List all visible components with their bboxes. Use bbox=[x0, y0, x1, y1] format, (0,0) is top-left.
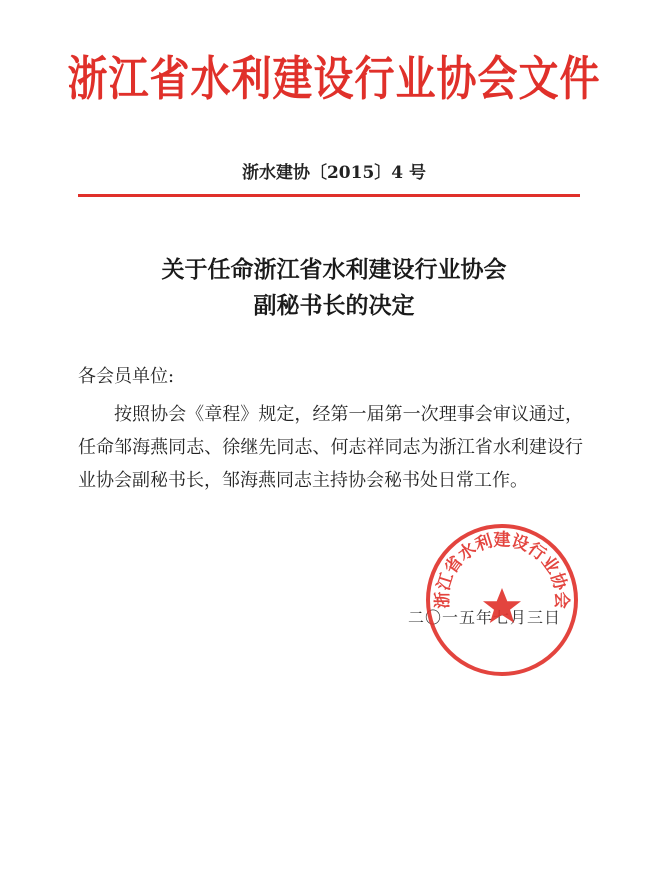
document-title bbox=[0, 252, 668, 324]
official-seal-icon bbox=[422, 520, 582, 680]
seal-star-icon bbox=[483, 588, 521, 623]
header-divider bbox=[78, 194, 580, 197]
document-header-title: 浙江省水利建设行业协会文件 bbox=[67, 52, 601, 107]
document-title-line-2: 副秘书长的决定 bbox=[253, 292, 415, 319]
seal-text: 浙江省水利建设行业协会 bbox=[432, 530, 572, 609]
body-paragraph: 按照协会《章程》规定，经第一届第一次理事会审议通过，任命邹海燕同志、徐继先同志、何志祥同志为浙江省水利建设行业协会副秘书长，邹海燕同志主持协会秘书处日常工作。 bbox=[78, 404, 583, 491]
salutation: 各会员单位: bbox=[78, 366, 175, 387]
document-number: 浙水建协〔2015〕4 号 bbox=[241, 163, 427, 183]
document-title-line-1: 关于任命浙江省水利建设行业协会 bbox=[161, 256, 507, 283]
document-body bbox=[78, 398, 583, 497]
issue-date: 二〇一五年七月三日 bbox=[408, 608, 562, 627]
